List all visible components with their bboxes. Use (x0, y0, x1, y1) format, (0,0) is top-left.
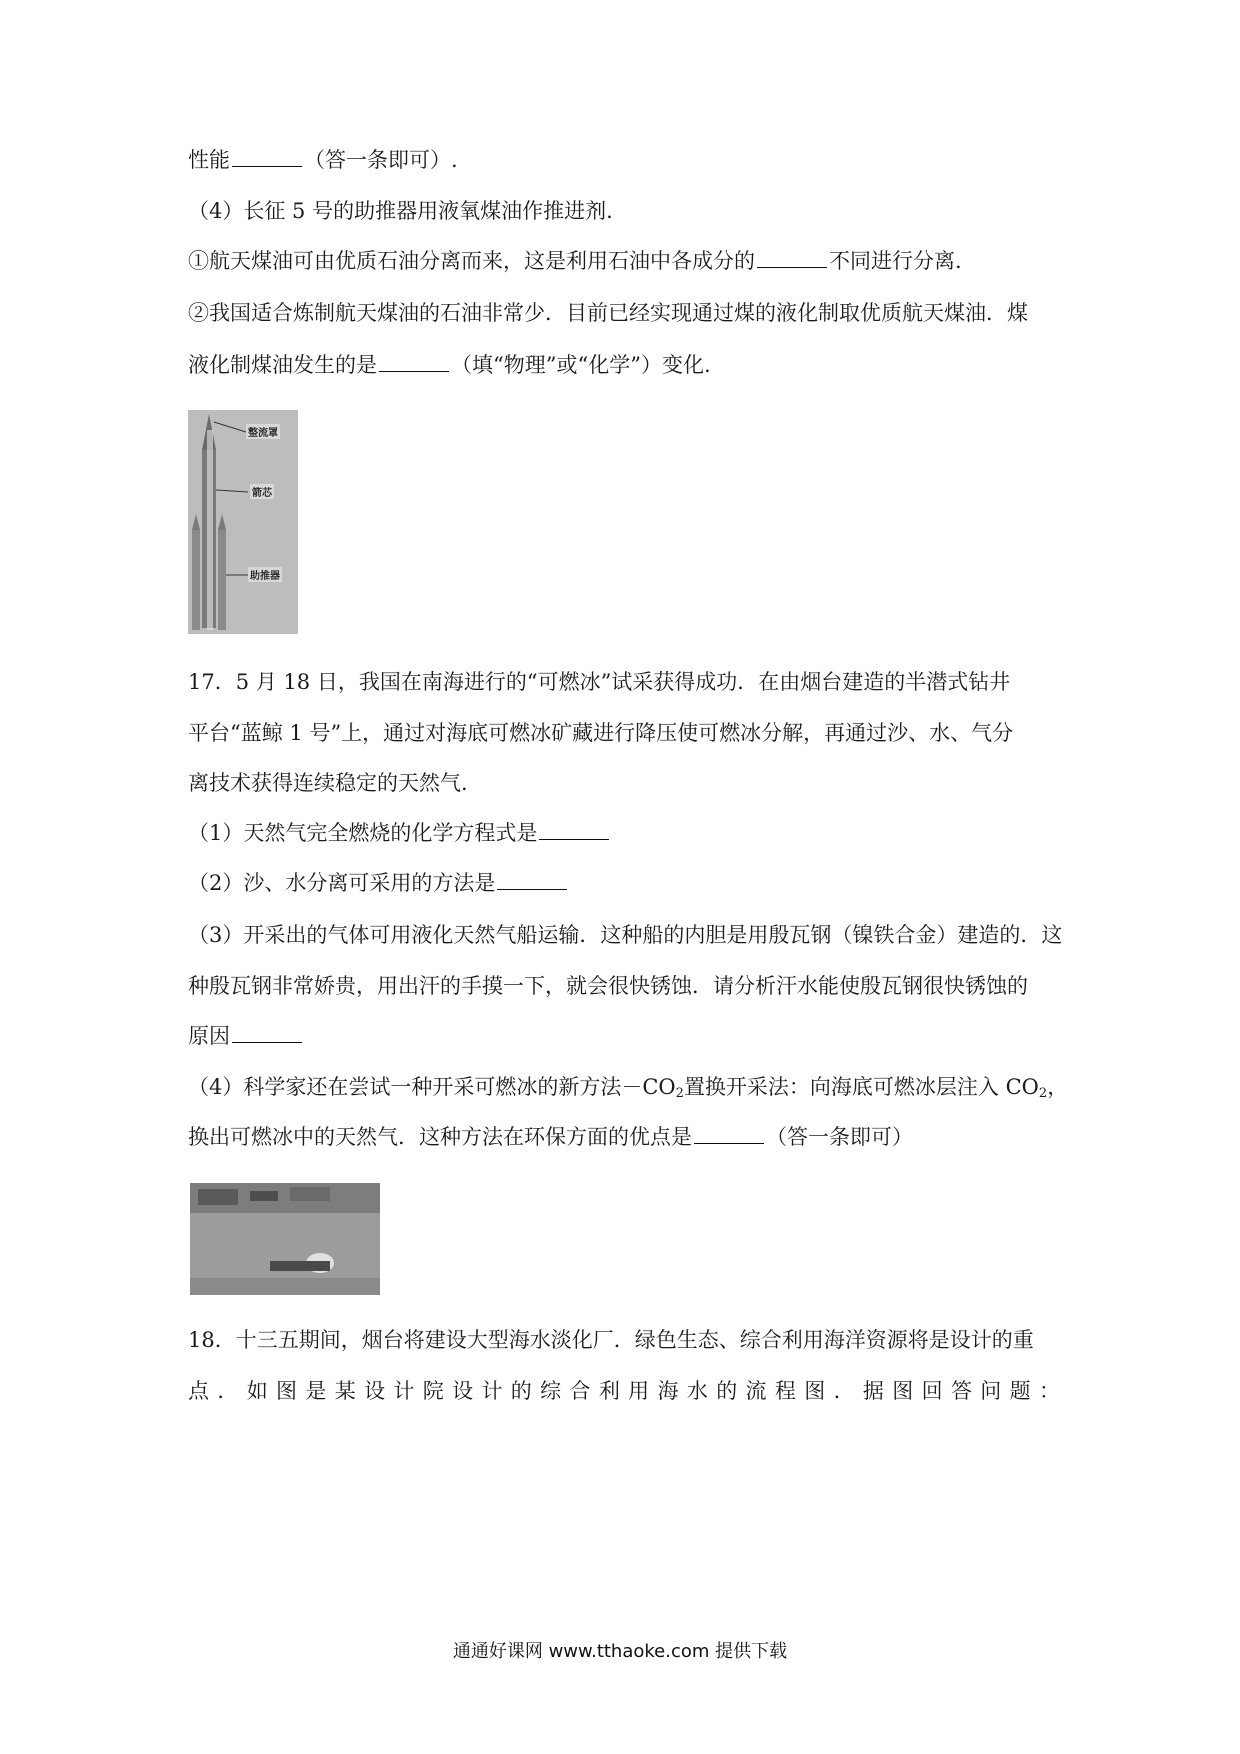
q17-part3-line3: 原因 (188, 1021, 1060, 1051)
q17-part4-line2: 换出可燃冰中的天然气．这种方法在环保方面的优点是 （答一条即可） (188, 1125, 913, 1149)
answer-blank[interactable] (379, 351, 449, 372)
q17-part4-line1: （4）科学家还在尝试一种开采可燃冰的新方法$-CO_2$置换开采法：向海底可燃冰层注入 $CO_2$， (188, 1075, 1069, 1101)
q16-part4-2-line1: ②我国适合炼制航天煤油的石油非常少．目前已经实现通过煤的液化制取优质航天煤油．煤 (188, 301, 1028, 325)
rocket-figure (188, 410, 298, 634)
answer-blank[interactable] (694, 1123, 764, 1144)
rocket-drawing (188, 410, 298, 634)
q17-part1: （1）天然气完全燃烧的化学方程式是 (188, 818, 1060, 848)
q17-line1: 17．5 月 18 日，我国在南海进行的“可燃冰”试采获得成功．在由烟台建造的半潜式钻井 (188, 670, 1011, 694)
answer-blank[interactable] (757, 247, 827, 268)
q17-line3: 离技术获得连续稳定的天然气. (188, 771, 468, 795)
q17-part2: （2）沙、水分离可采用的方法是 (188, 868, 1060, 898)
answer-blank[interactable] (232, 1022, 302, 1043)
label-fairing: 整流罩 (246, 424, 280, 439)
q17-part3-line2: 种殷瓦钢非常娇贵，用出汗的手摸一下，就会很快锈蚀．请分析汗水能使殷瓦钢很快锈蚀的 (188, 974, 1028, 998)
q16-part4-2-line2: 液化制煤油发生的是 （填“物理”或“化学”）变化. (188, 353, 711, 377)
answer-blank[interactable] (232, 146, 302, 167)
answer-blank[interactable] (539, 819, 609, 840)
q16-part4-1: ①航天煤油可由优质石油分离而来，这是利用石油中各成分的 不同进行分离. (188, 249, 962, 273)
q16-line-performance: 性能 （答一条即可）. (188, 148, 458, 172)
q18-line1: 18．十三五期间，烟台将建设大型海水淡化厂．绿色生态、综合利用海洋资源将是设计的重 (188, 1328, 1034, 1352)
platform-photo-drawing (190, 1183, 380, 1295)
label-booster: 助推器 (248, 567, 282, 582)
q17-line2: 平台“蓝鲸 1 号”上，通过对海底可燃冰矿藏进行降压使可燃冰分解，再通过沙、水、气分 (188, 721, 1014, 745)
label-core-stage: 箭芯 (250, 484, 274, 499)
q18-line2: 点．如图是某设计院设计的综合利用海水的流程图．据图回答问题： (188, 1379, 1060, 1403)
q16-part4: （4）长征 5 号的助推器用液氧煤油作推进剂. (188, 199, 613, 223)
drilling-platform-photo (190, 1183, 380, 1295)
q17-part3-line1: （3）开采出的气体可用液化天然气船运输．这种船的内胆是用殷瓦钢（镍铁合金）建造的．这 (188, 923, 1063, 947)
answer-blank[interactable] (497, 869, 567, 890)
page-footer: 通通好课网 www.tthaoke.com 提供下载 (452, 1641, 788, 1662)
